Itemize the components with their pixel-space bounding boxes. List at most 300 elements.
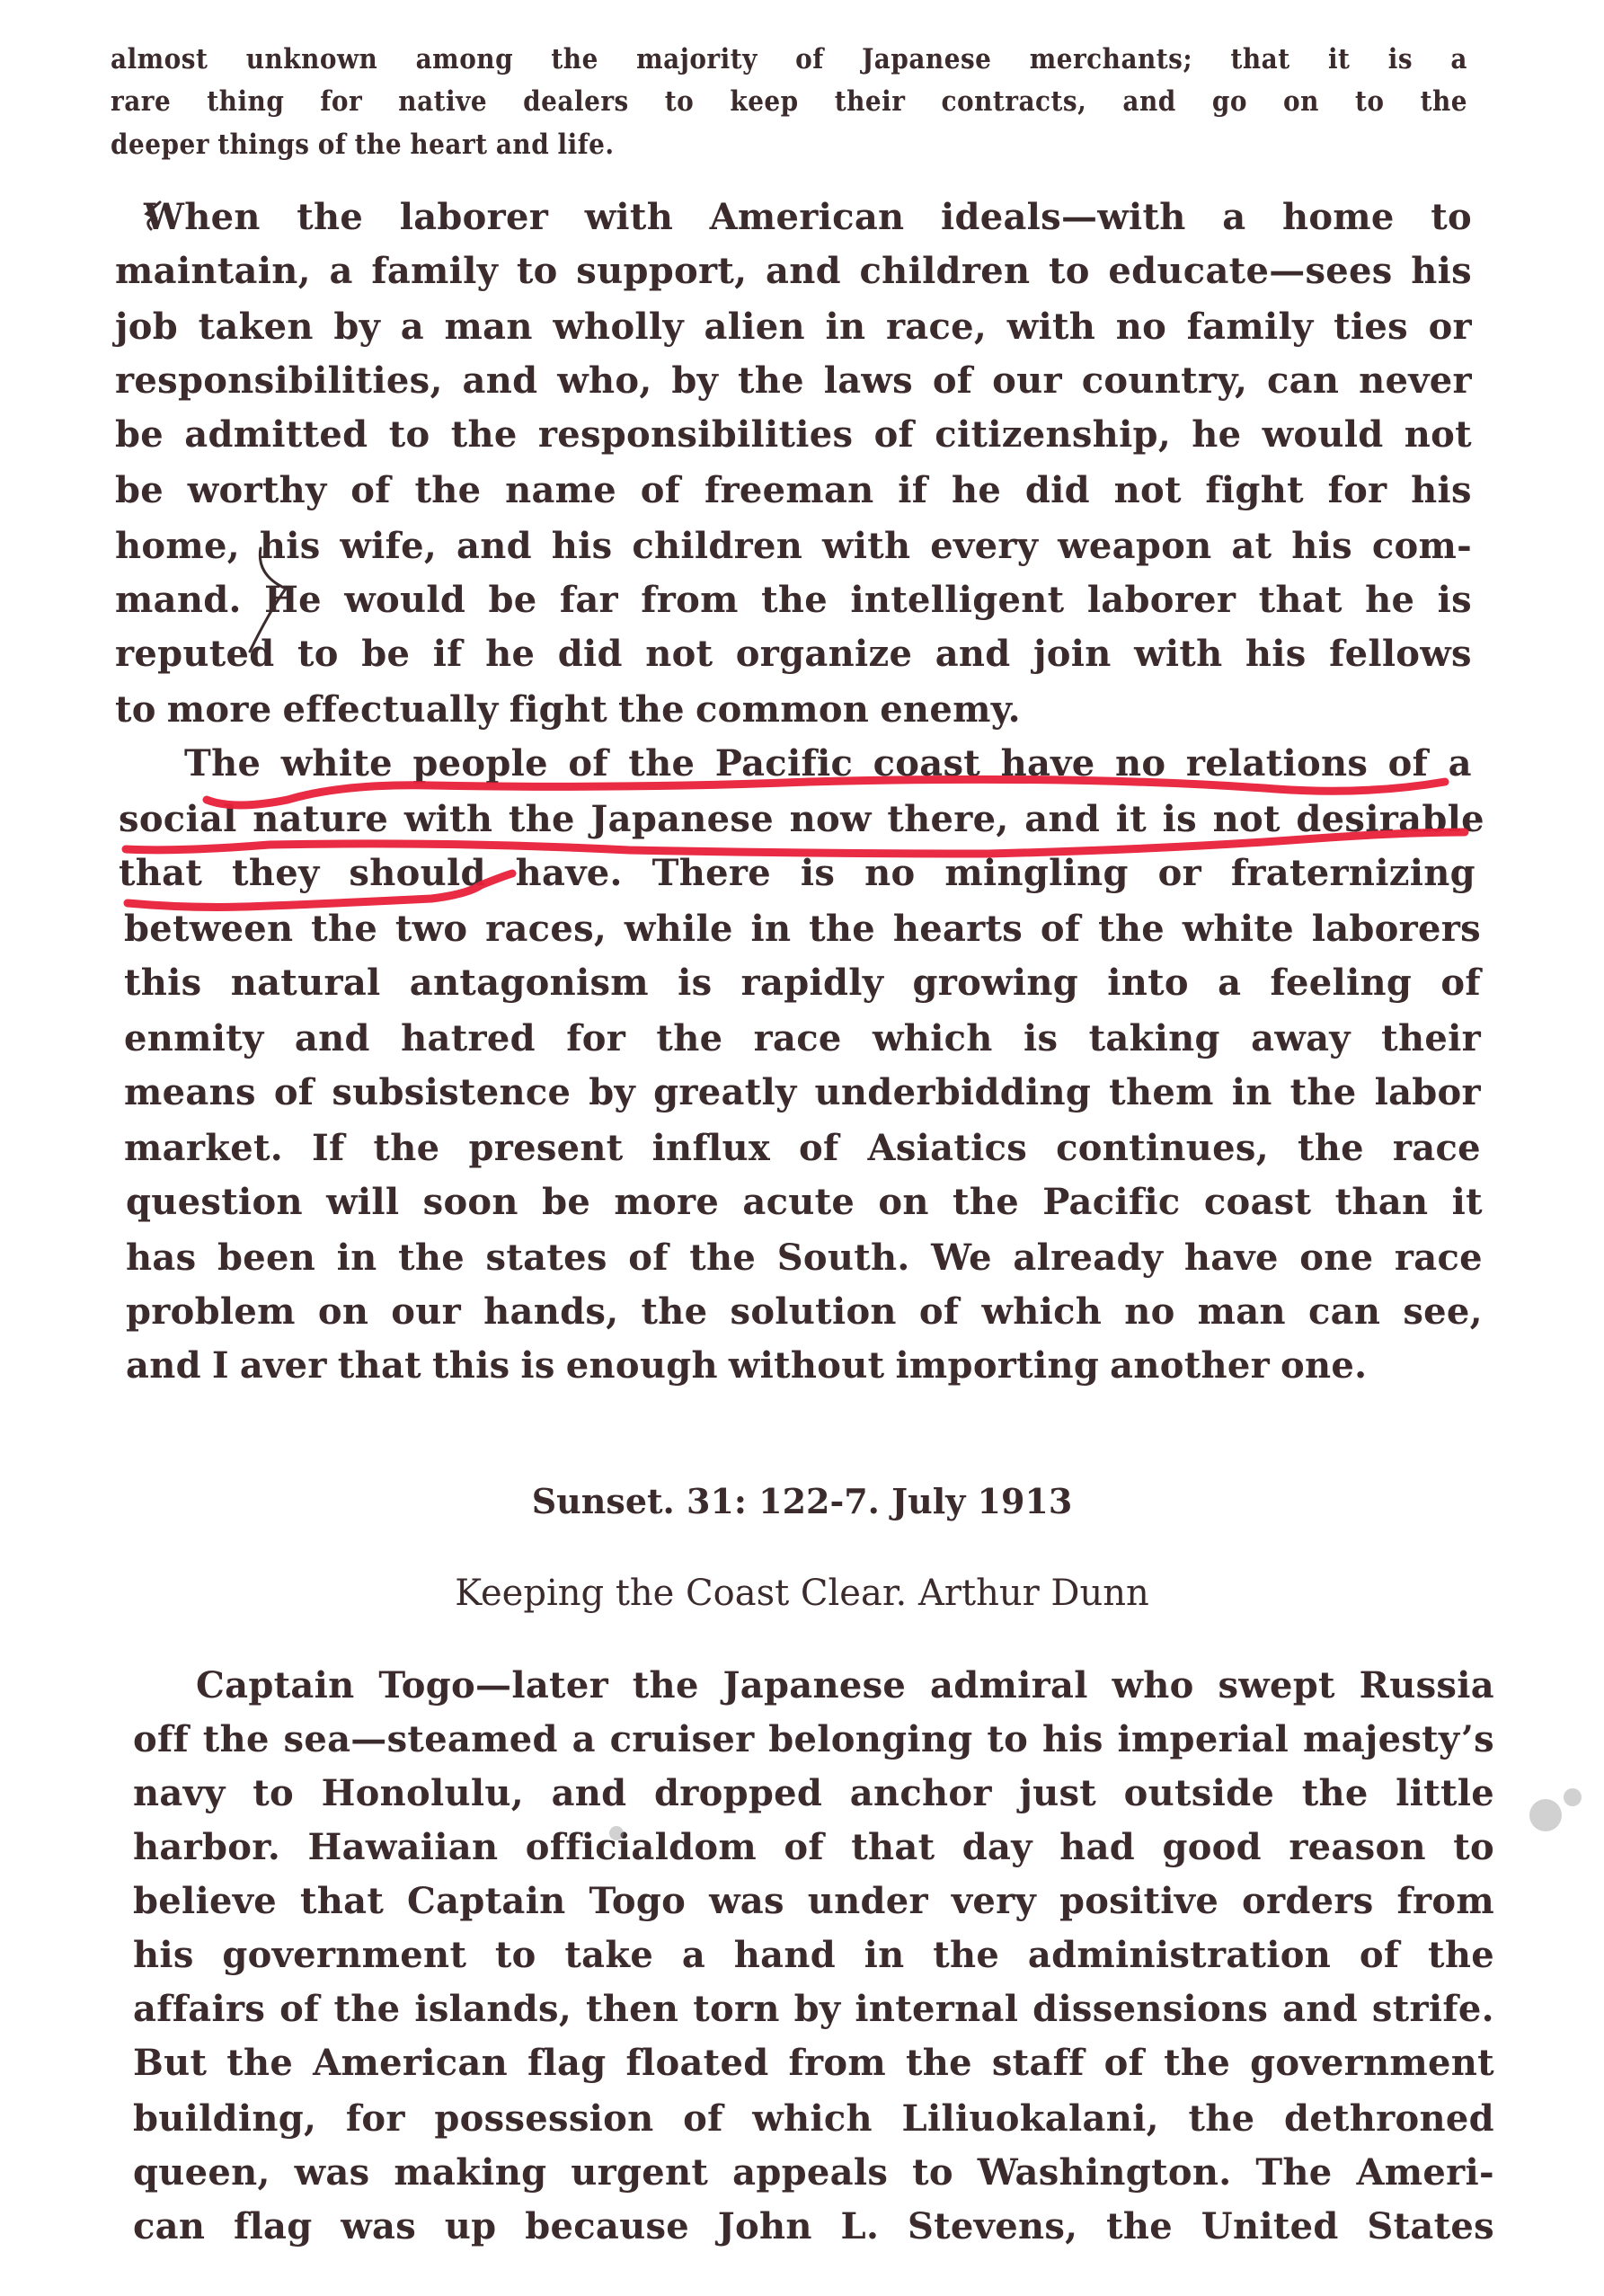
word: appeals (732, 2151, 889, 2194)
text-line (115, 688, 1472, 731)
word: desirable (1296, 798, 1484, 840)
word: with (1134, 633, 1223, 675)
word: it (1115, 798, 1148, 840)
word: he (951, 469, 1002, 511)
word: problem (126, 1290, 296, 1333)
word: weapon (1058, 525, 1212, 567)
word: and (1122, 85, 1176, 118)
word: harbor. (133, 1826, 281, 1868)
word: in (864, 1934, 905, 1976)
word: of (1103, 2042, 1145, 2084)
word: join (1033, 633, 1112, 675)
word: job (115, 306, 179, 348)
word: Hawaiian (307, 1826, 499, 1868)
word: that (299, 1880, 385, 1922)
word: the (373, 1127, 440, 1169)
word: believe (133, 1880, 278, 1922)
word: to (912, 2151, 953, 2194)
word: our (992, 359, 1062, 402)
word: Liliuokalani, (901, 2097, 1159, 2140)
text-line (124, 962, 1481, 1004)
word: and (551, 1772, 627, 1814)
word: children (632, 525, 803, 567)
word: the (1188, 2097, 1255, 2140)
word: the (1420, 85, 1467, 118)
word: their (834, 85, 906, 118)
word: of (932, 359, 973, 402)
word: our (391, 1290, 462, 1333)
word: that (337, 1344, 421, 1387)
word: and (294, 1017, 370, 1059)
word: intelligent (850, 579, 1065, 621)
word: a (572, 1718, 596, 1760)
word: from (1396, 1880, 1494, 1922)
text-line (126, 1181, 1483, 1223)
word: dethroned (1283, 2097, 1494, 2140)
scan-speck (1564, 1788, 1582, 1806)
word: importing (895, 1344, 1100, 1387)
word: not (1212, 798, 1281, 840)
word: who, (557, 359, 652, 402)
word: would (1262, 413, 1384, 456)
word: laborer (1086, 579, 1236, 621)
word: influx (651, 1127, 770, 1169)
word: be (115, 413, 164, 456)
word: in (1231, 1071, 1272, 1113)
word: of (628, 1237, 669, 1279)
word: urgent (571, 2151, 709, 2194)
word: reputed (115, 633, 275, 675)
word: the (333, 1988, 401, 2030)
word: American (709, 196, 905, 238)
word: is (520, 1344, 555, 1387)
word: races, (485, 908, 607, 950)
word: his (1291, 525, 1352, 567)
word: labor (1374, 1071, 1481, 1113)
text-line (115, 633, 1472, 675)
word: solution (730, 1290, 897, 1333)
word: with (822, 525, 911, 567)
word: did (557, 633, 623, 675)
word: than (1334, 1181, 1429, 1223)
word: is (1387, 43, 1413, 75)
word: almost (111, 43, 208, 75)
word: of (798, 1127, 839, 1169)
word: We (931, 1237, 992, 1279)
text-line (133, 2097, 1494, 2140)
word: admiral (930, 1664, 1088, 1706)
word: into (1107, 962, 1189, 1004)
text-line (133, 1988, 1494, 2030)
word: hands, (483, 1290, 619, 1333)
text-line (133, 2151, 1494, 2194)
word: them (1109, 1071, 1214, 1113)
word: of (350, 469, 391, 511)
word: every (930, 525, 1039, 567)
word: hatred (401, 1017, 536, 1059)
word: at (1231, 525, 1272, 567)
word: merchants; (1029, 43, 1193, 75)
word: the (1106, 2205, 1174, 2247)
word: alien (704, 306, 805, 348)
word: he (1365, 579, 1415, 621)
word: laborer (399, 196, 549, 238)
word: family (371, 250, 499, 292)
word: the (1164, 2042, 1231, 2084)
word: his (1411, 469, 1472, 511)
word: fraternizing (1230, 852, 1476, 894)
word: a (1218, 962, 1242, 1004)
text-line (144, 196, 1472, 238)
word: Togo—later (378, 1664, 608, 1706)
word: the (226, 2042, 294, 2084)
word: Asiatics (867, 1127, 1028, 1169)
word: without (728, 1344, 885, 1387)
word: continues, (1056, 1127, 1269, 1169)
word: the (450, 413, 518, 456)
highlighted-text-line (184, 742, 1472, 785)
word: laws (823, 359, 913, 402)
word: one. (1280, 1344, 1368, 1387)
word: is (678, 962, 713, 1004)
word: mingling (944, 852, 1129, 894)
word: the (398, 1237, 465, 1279)
word: children (859, 250, 1031, 292)
word: anchor (849, 1772, 992, 1814)
text-line (133, 1880, 1494, 1922)
word: another (1110, 1344, 1270, 1387)
word: underbidding (814, 1071, 1092, 1113)
word: fight (509, 688, 608, 731)
word: between (124, 908, 294, 950)
word: just (1019, 1772, 1097, 1814)
word: have (1183, 1237, 1279, 1279)
word: is (800, 852, 836, 894)
word: wife, (340, 525, 438, 567)
word: outside (1123, 1772, 1275, 1814)
word: this (431, 1344, 510, 1387)
text-line (115, 469, 1472, 511)
word: little (1396, 1772, 1494, 1814)
word: no (1115, 306, 1167, 348)
word: a (681, 1934, 706, 1976)
word: the (1428, 1934, 1494, 1976)
word: that (851, 1826, 935, 1868)
word: to (1355, 85, 1385, 118)
word: of (873, 413, 915, 456)
word: orders (1241, 1880, 1374, 1922)
word: been (217, 1237, 316, 1279)
word: was (294, 2151, 370, 2194)
word: a (329, 250, 353, 292)
word: white (280, 742, 393, 785)
word: more (614, 1181, 720, 1223)
word: coast (1203, 1181, 1312, 1223)
word: he (1192, 413, 1242, 456)
word: have. (515, 852, 623, 894)
word: it (1451, 1181, 1483, 1223)
word: under (807, 1880, 928, 1922)
word: com- (1371, 525, 1472, 567)
word: white (1182, 908, 1294, 950)
word: should (349, 852, 486, 894)
word: the (354, 129, 403, 161)
citation-heading: Sunset. 31: 122-7. July 1913 (531, 1481, 1073, 1521)
word: Captain (407, 1880, 566, 1922)
word: home, (115, 525, 240, 567)
word: officialdom (525, 1826, 757, 1868)
word: navy (133, 1772, 226, 1814)
word: then (585, 1988, 679, 2030)
word: things (217, 129, 310, 161)
word: feeling (1270, 962, 1413, 1004)
word: Japanese (590, 798, 775, 840)
text-line (115, 359, 1472, 402)
word: and (456, 525, 532, 567)
word: country, (1081, 359, 1248, 402)
word: the (508, 798, 575, 840)
word: man (444, 306, 533, 348)
text-line (196, 1664, 1494, 1706)
word: no (864, 852, 916, 894)
word: Pacific (714, 742, 854, 785)
word: if (898, 469, 928, 511)
word: the (414, 469, 482, 511)
word: the (311, 908, 378, 950)
word: unknown (245, 43, 378, 75)
word: with (1006, 306, 1096, 348)
word: But (133, 2042, 208, 2084)
text-line (124, 908, 1481, 950)
word: sea—steamed (283, 1718, 558, 1760)
word: ties (1334, 306, 1408, 348)
word: take (564, 1934, 654, 1976)
word: have (1000, 742, 1095, 785)
word: The (1255, 2151, 1333, 2194)
word: see, (1403, 1290, 1483, 1333)
word: internal (855, 1988, 1019, 2030)
highlighted-text-line (119, 798, 1484, 840)
word: making (394, 2151, 547, 2194)
word: to (1453, 1826, 1494, 1868)
word: be (488, 579, 537, 621)
word: the (656, 1017, 723, 1059)
word: for (320, 85, 363, 118)
word: Honolulu, (321, 1772, 524, 1814)
word: When (144, 196, 261, 238)
word: the (297, 196, 364, 238)
word: to (516, 250, 558, 292)
word: maintain, (115, 250, 311, 292)
word: be (115, 469, 164, 511)
text-line (126, 1344, 1483, 1387)
word: dissensions (1032, 1988, 1269, 2030)
word: aver (239, 1344, 327, 1387)
word: had (1059, 1826, 1136, 1868)
word: the (761, 579, 829, 621)
word: Ameri- (1356, 2151, 1494, 2194)
word: Russia (1359, 1664, 1494, 1706)
word: to (297, 633, 339, 675)
word: and (495, 129, 550, 161)
word: a (1450, 43, 1467, 75)
word: with (403, 798, 493, 840)
word: flag (527, 2042, 607, 2084)
word: to (115, 688, 156, 731)
word: of (784, 1826, 824, 1868)
word: of (1440, 962, 1481, 1004)
word: the (1301, 1772, 1369, 1814)
word: the (737, 359, 804, 402)
word: reason (1289, 1826, 1426, 1868)
word: administration (1027, 1934, 1332, 1976)
word: the (905, 2042, 972, 2084)
word: day (962, 1826, 1032, 1868)
word: and (1282, 1988, 1358, 2030)
text-line (133, 2205, 1494, 2247)
word: race (1392, 1127, 1481, 1169)
word: Japanese (862, 43, 992, 75)
text-line (126, 1237, 1483, 1279)
text-line (133, 2042, 1494, 2084)
word: Pacific (1042, 1181, 1181, 1223)
word: relations (1185, 742, 1369, 785)
word: for (1327, 469, 1387, 511)
word: his (259, 525, 321, 567)
word: and (1024, 798, 1101, 840)
word: on (878, 1181, 929, 1223)
word: imperial (1117, 1718, 1289, 1760)
word: positive (1059, 1880, 1219, 1922)
word: South. (776, 1237, 910, 1279)
article-title-author: Keeping the Coast Clear. Arthur Dunn (455, 1573, 1149, 1614)
word: and (766, 250, 841, 292)
word: the (933, 1934, 1000, 1976)
word: of (795, 43, 824, 75)
word: Washington. (977, 2151, 1232, 2194)
word: Captain (196, 1664, 355, 1706)
word: Japanese (722, 1664, 907, 1706)
word: possession (434, 2097, 654, 2140)
word: the (953, 1181, 1019, 1223)
word: or (1428, 306, 1472, 348)
word: United (1201, 2205, 1339, 2247)
word: antagonism (409, 962, 649, 1004)
word: educate—sees (1108, 250, 1393, 292)
word: The (184, 742, 261, 785)
word: growing (912, 962, 1079, 1004)
word: of (279, 1988, 320, 2030)
word: to (1431, 196, 1472, 238)
word: to (253, 1772, 295, 1814)
text-line (115, 413, 1472, 456)
word: market. (124, 1127, 283, 1169)
word: which (981, 1290, 1103, 1333)
word: means (124, 1071, 256, 1113)
word: one (1299, 1237, 1374, 1279)
word: his (551, 525, 613, 567)
word: natural (230, 962, 381, 1004)
word: it (1327, 43, 1351, 75)
word: did (1024, 469, 1090, 511)
word: queen, (133, 2151, 270, 2194)
word: because (525, 2205, 690, 2247)
word: John (717, 2205, 812, 2247)
word: organize (735, 633, 913, 675)
word: the (628, 742, 696, 785)
word: of (1359, 1934, 1400, 1976)
word: support, (576, 250, 748, 292)
word: not (1113, 469, 1182, 511)
word: to (494, 1934, 536, 1976)
word: to (1048, 250, 1090, 292)
word: the (618, 688, 685, 731)
word: flag (234, 2205, 313, 2247)
text-line (133, 1826, 1494, 1868)
word: mand. (115, 579, 242, 621)
word: the (202, 1718, 270, 1760)
word: very (951, 1880, 1037, 1922)
word: subsistence (332, 1071, 572, 1113)
word: by (671, 359, 719, 402)
word: from (641, 579, 739, 621)
word: go (1211, 85, 1247, 118)
word: admitted (184, 413, 368, 456)
word: dropped (654, 1772, 823, 1814)
word: which (873, 1017, 993, 1059)
word: man (1197, 1290, 1286, 1333)
text-line (115, 525, 1472, 567)
word: the (641, 1290, 708, 1333)
word: name (505, 469, 617, 511)
word: majority (636, 43, 758, 75)
word: of (1040, 908, 1081, 950)
word: good (1162, 1826, 1262, 1868)
word: for (345, 2097, 405, 2140)
word: be (361, 633, 411, 675)
word: deeper (111, 129, 209, 161)
word: a (400, 306, 424, 348)
word: of (273, 1071, 315, 1113)
word: contracts, (941, 85, 1087, 118)
word: floated (625, 2042, 769, 2084)
word: Togo (589, 1880, 687, 1922)
word: can (1267, 359, 1340, 402)
word: dealers (523, 85, 629, 118)
word: I (211, 1344, 229, 1387)
word: never (1359, 359, 1472, 402)
word: keep (730, 85, 799, 118)
word: effectually (282, 688, 499, 731)
word: people (412, 742, 548, 785)
word: and (462, 359, 538, 402)
text-line (133, 1772, 1494, 1814)
word: not (1404, 413, 1472, 456)
word: American (313, 2042, 509, 2084)
word: native (398, 85, 488, 118)
word: responsibilities (537, 413, 854, 456)
word: that (119, 852, 203, 894)
word: the (1098, 908, 1165, 950)
word: off (133, 1718, 189, 1760)
word: in (825, 306, 866, 348)
word: states (485, 1237, 607, 1279)
word: which (752, 2097, 873, 2140)
word: on (1283, 85, 1319, 118)
word: family (1186, 306, 1314, 348)
word: life. (557, 129, 615, 161)
word: and (935, 633, 1011, 675)
